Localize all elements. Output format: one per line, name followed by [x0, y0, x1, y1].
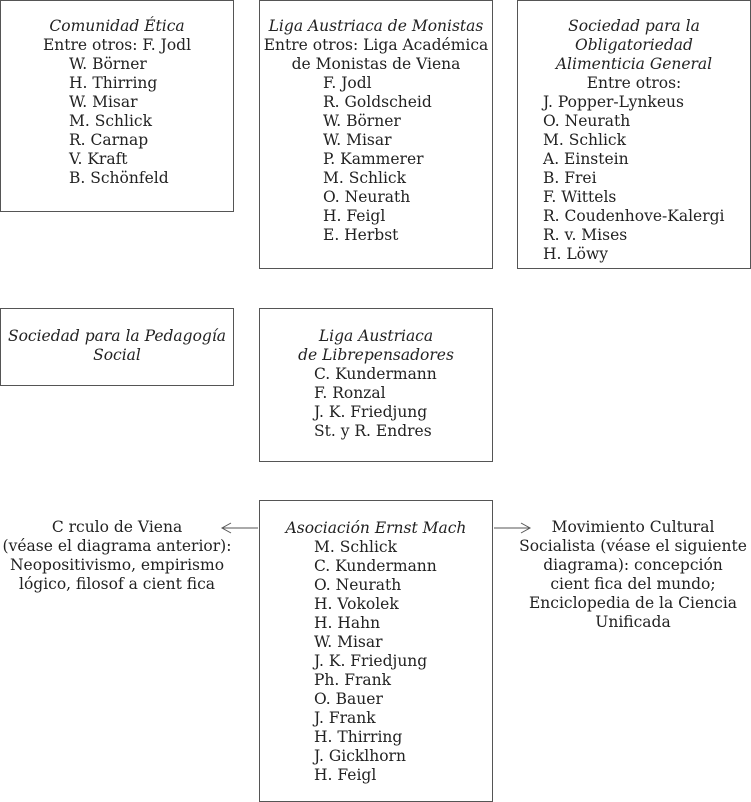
member-name: J. Frank — [314, 709, 376, 727]
member-name: H. Thirring — [69, 74, 158, 92]
member-name: F. Ronzal — [314, 384, 386, 402]
arrow-right — [494, 523, 530, 533]
member-name: H. Feigl — [323, 207, 386, 225]
member-name: J. Gicklhorn — [314, 747, 406, 765]
member-name: O. Bauer — [314, 690, 383, 708]
member-name: H. Feigl — [314, 766, 377, 784]
box-title: Liga Austriaca de Monistas — [268, 17, 484, 35]
box-intro: Entre otros: — [586, 74, 682, 92]
member-name: J. Popper-Lynkeus — [543, 93, 684, 111]
member-name: W. Misar — [314, 633, 383, 651]
box-title: Asociación Ernst Mach — [285, 519, 467, 537]
member-name: H. Vokolek — [314, 595, 399, 613]
box-intro: Entre otros: F. Jodl — [42, 36, 192, 54]
member-name: O. Neurath — [543, 112, 631, 130]
member-name: R. Carnap — [69, 131, 149, 149]
member-name: M. Schlick — [323, 169, 406, 187]
member-name: W. Börner — [323, 112, 401, 130]
box-title: Liga Austriaca de Librepensadores — [298, 327, 454, 364]
member-name: H. Thirring — [314, 728, 403, 746]
note-circulo-viena: C rculo de Viena (véase el diagrama anterior): Neopositivismo, empirismo lógico, filosof a cient fica — [2, 518, 232, 593]
member-name: R. v. Mises — [543, 226, 628, 244]
member-name: F. Jodl — [323, 74, 372, 92]
member-name: M. Schlick — [69, 112, 152, 130]
member-name: W. Börner — [69, 55, 147, 73]
member-name: H. Löwy — [543, 245, 609, 263]
member-name: Ph. Frank — [314, 671, 392, 689]
member-name: A. Einstein — [543, 150, 629, 168]
member-name: V. Kraft — [69, 150, 128, 168]
member-name: W. Misar — [323, 131, 392, 149]
member-name: F. Wittels — [543, 188, 617, 206]
member-name: B. Frei — [543, 169, 597, 187]
member-name: M. Schlick — [314, 538, 397, 556]
member-name: O. Neurath — [314, 576, 402, 594]
box-title: Comunidad Ética — [49, 17, 185, 35]
member-name: C. Kundermann — [314, 557, 437, 575]
box-intro: Entre otros: Liga Académica de Monistas de Viena — [263, 36, 489, 73]
member-name: R. Goldscheid — [323, 93, 432, 111]
member-name: St. y R. Endres — [314, 422, 432, 440]
member-name: J. K. Friedjung — [314, 403, 428, 421]
member-name: C. Kundermann — [314, 365, 437, 383]
member-name: W. Misar — [69, 93, 138, 111]
member-name: J. K. Friedjung — [314, 652, 428, 670]
note-movimiento-cultural: Movimiento Cultural Socialista (véase el siguiente diagrama): concepción cient fica del mundo; Enciclopedia de la Ciencia Unificada — [519, 518, 747, 631]
member-name: M. Schlick — [543, 131, 626, 149]
member-name: P. Kammerer — [323, 150, 424, 168]
arrow-left — [222, 523, 258, 533]
member-name: O. Neurath — [323, 188, 411, 206]
box-title: Sociedad para la Obligatoriedad Alimenticia General — [555, 17, 713, 73]
box-title: Sociedad para la Pedagogía Social — [7, 327, 227, 364]
member-name: R. Coudenhove-Kalergi — [543, 207, 725, 225]
member-name: E. Herbst — [323, 226, 399, 244]
member-name: B. Schönfeld — [69, 169, 169, 187]
member-name: H. Hahn — [314, 614, 381, 632]
